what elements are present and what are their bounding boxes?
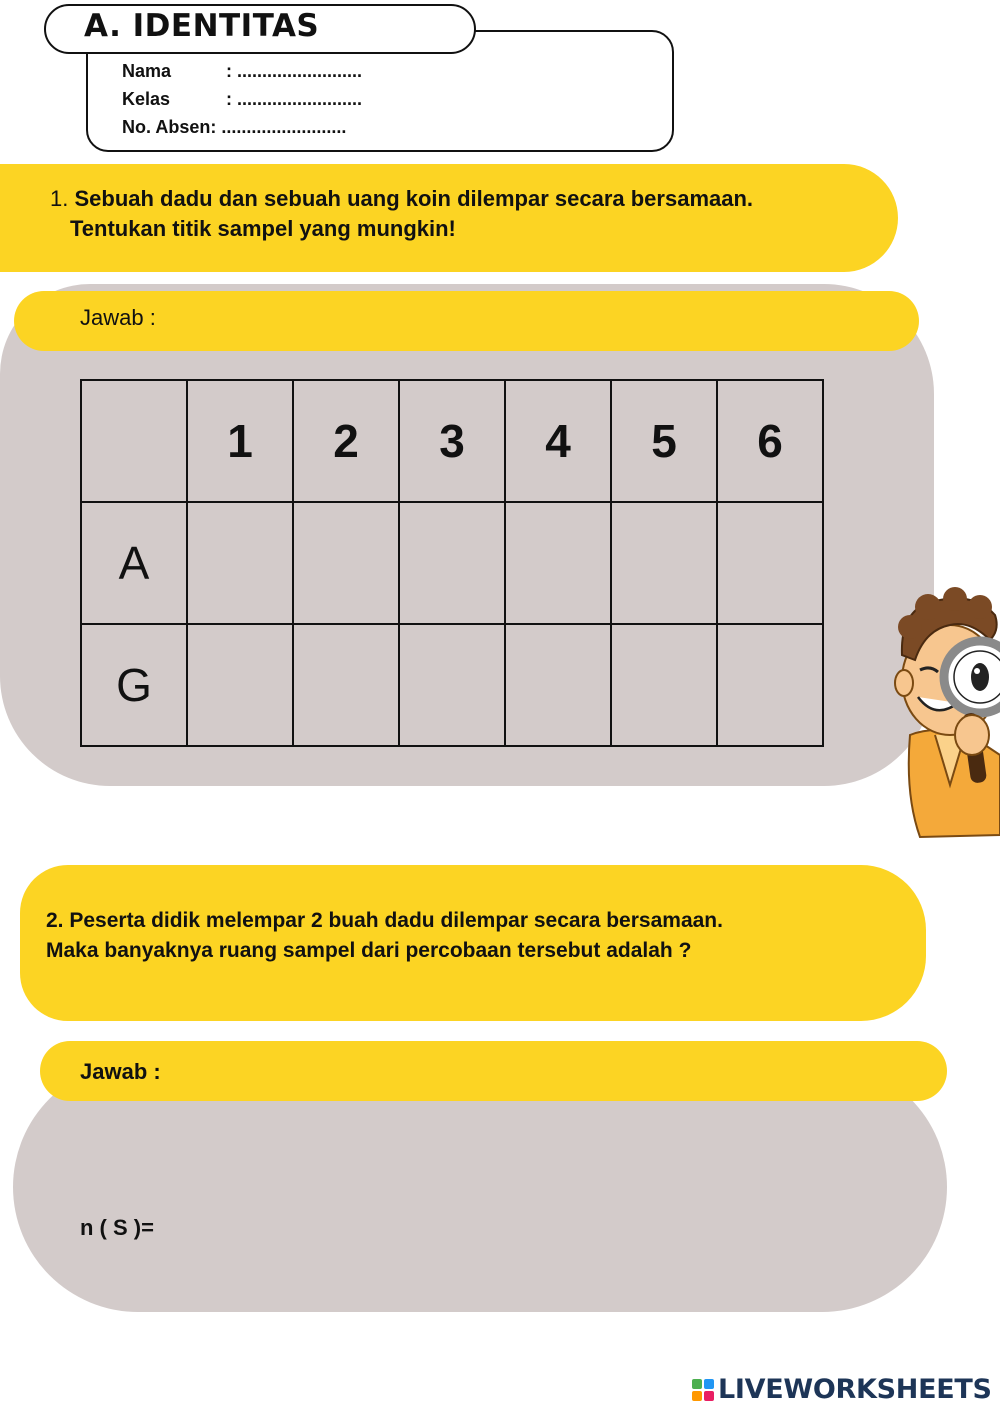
answer-2-label: Jawab : (80, 1059, 161, 1084)
column-header: 6 (717, 380, 823, 502)
name-input[interactable]: : ......................... (226, 61, 363, 81)
answer-cell[interactable] (293, 502, 399, 624)
liveworksheets-mark-icon (692, 1379, 714, 1401)
question-2-text (46, 906, 723, 966)
question-line: Tentukan titik sampel yang mungkin! (70, 216, 456, 241)
answer-cell[interactable] (611, 502, 717, 624)
question-line: 2. Peserta didik melempar 2 buah dadu dilempar secara bersamaan. (46, 909, 723, 932)
question-line: Maka banyaknya ruang sampel dari percobaan tersebut adalah ? (46, 939, 692, 962)
column-header: 2 (293, 380, 399, 502)
table-row (81, 624, 823, 746)
identity-field-absen (122, 117, 346, 138)
answer-cell[interactable] (717, 624, 823, 746)
column-header: 4 (505, 380, 611, 502)
table-row (81, 502, 823, 624)
liveworksheets-logo (692, 1374, 992, 1405)
sample-space-formula: n ( S )= (80, 1215, 154, 1240)
row-header: G (81, 624, 187, 746)
sample-point-table (80, 379, 824, 747)
question-line: Sebuah dadu dan sebuah uang koin dilempar secara bersamaan. (74, 186, 754, 211)
answer-cell[interactable] (717, 502, 823, 624)
logo-text: LIVEWORKSHEETS (718, 1374, 992, 1405)
table-header-row (81, 380, 823, 502)
boy-with-magnifying-glass-icon (880, 585, 1000, 840)
column-header: 5 (611, 380, 717, 502)
field-label: No. Absen (122, 117, 211, 137)
answer-cell[interactable] (505, 502, 611, 624)
question-1-text (50, 184, 753, 244)
field-label: Kelas (122, 89, 171, 109)
identity-field-kelas (122, 89, 362, 110)
answer-cell[interactable] (399, 502, 505, 624)
table-corner-cell (81, 380, 187, 502)
answer-cell[interactable] (611, 624, 717, 746)
identity-field-nama (122, 61, 362, 82)
column-header: 1 (187, 380, 293, 502)
answer-cell[interactable] (399, 624, 505, 746)
answer-cell[interactable] (293, 624, 399, 746)
answer-2-label-pill (40, 1041, 947, 1101)
answer-1-label: Jawab : (80, 305, 156, 330)
answer-cell[interactable] (505, 624, 611, 746)
field-label: Nama (122, 61, 172, 81)
identity-title: A. IDENTITAS (84, 8, 320, 44)
class-input[interactable]: : ......................... (226, 89, 363, 109)
absen-input[interactable]: : ......................... (210, 117, 347, 137)
answer-cell[interactable] (187, 624, 293, 746)
answer-cell[interactable] (187, 502, 293, 624)
column-header: 3 (399, 380, 505, 502)
question-number: 1. (50, 186, 69, 211)
row-header: A (81, 502, 187, 624)
